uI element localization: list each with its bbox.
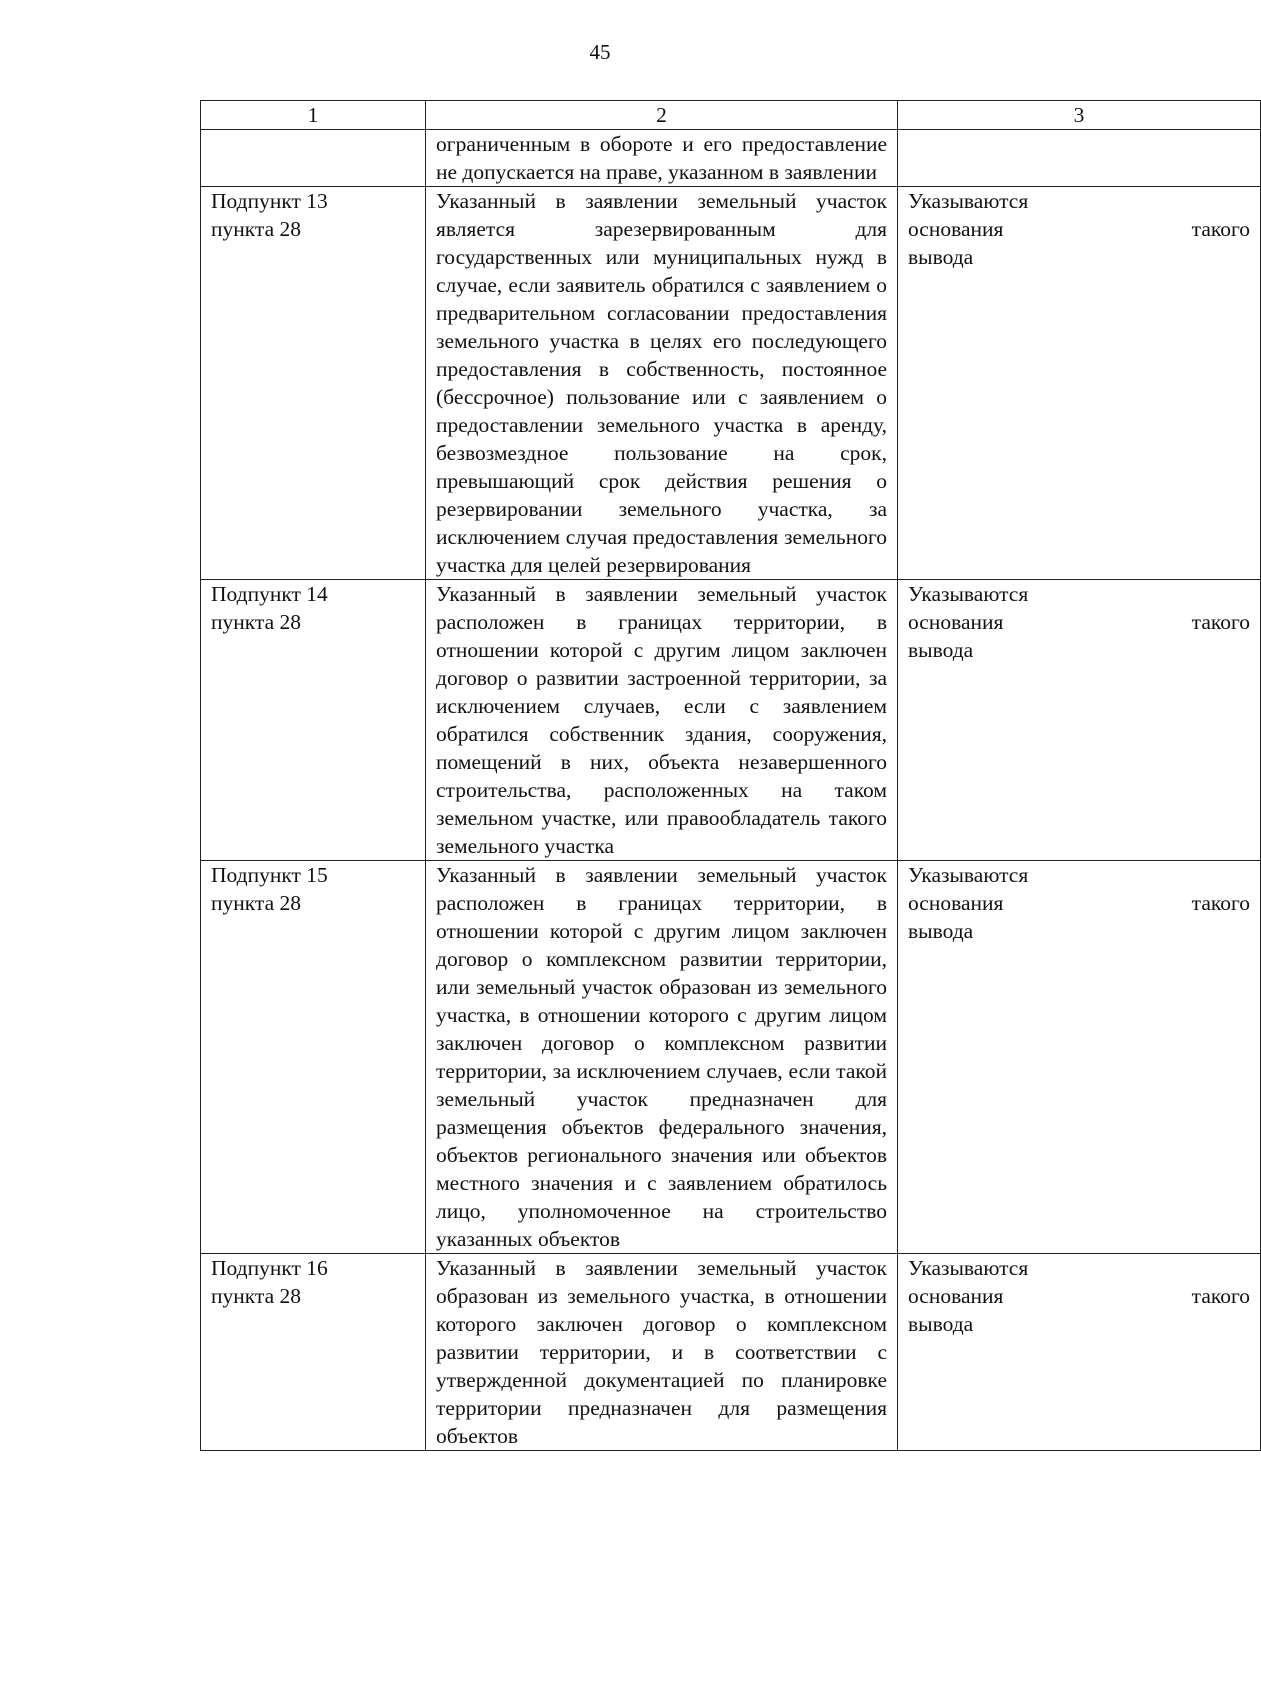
table-row (201, 1254, 1261, 1451)
explanation-line: основания такого (908, 891, 1250, 915)
explanation-line: вывода (908, 638, 974, 662)
reference-subclause: Подпункт 16 (211, 1256, 328, 1280)
row-reference-cell (201, 1254, 426, 1451)
reference-subclause: Подпункт 13 (211, 189, 328, 213)
row-reference-cell (201, 580, 426, 861)
table-header-row (201, 101, 1261, 130)
row-grounds-text: ограниченным в обороте и его предоставление не допускается на праве, указанном в заявлении (426, 130, 898, 187)
column-header-3: 3 (898, 101, 1261, 130)
reference-clause: пункта 28 (211, 1284, 301, 1308)
explanation-line: вывода (908, 919, 974, 943)
explanation-line: основания такого (908, 1284, 1250, 1308)
row-reference-cell (201, 861, 426, 1254)
row-reference-cell (201, 130, 426, 187)
grounds-table (200, 100, 1261, 1451)
reference-clause: пункта 28 (211, 217, 301, 241)
reference-clause: пункта 28 (211, 891, 301, 915)
row-grounds-text: Указанный в заявлении земельный участок образован из земельного участка, в отношении которого заключен договор о комплексном развитии территории, и в соответствии с утвержденной документацией по планировке территории предназначен для размещения объектов (426, 1254, 898, 1451)
column-header-1: 1 (201, 101, 426, 130)
explanation-line: Указываются (908, 1256, 1029, 1280)
explanation-line: вывода (908, 245, 974, 269)
table-row (201, 130, 1261, 187)
row-explanation-cell (898, 861, 1261, 1254)
table-row (201, 861, 1261, 1254)
table-row (201, 187, 1261, 580)
explanation-line: вывода (908, 1312, 974, 1336)
explanation-line: Указываются (908, 582, 1029, 606)
explanation-line: основания такого (908, 217, 1250, 241)
row-grounds-text: Указанный в заявлении земельный участок расположен в границах территории, в отношении которой с другим лицом заключен договор о развитии застроенной территории, за исключением случаев, если с заявлением обратился собственник здания, сооружения, помещений в них, объекта незавершенного строительства, расположенных на таком земельном участке, или правообладатель такого земельного участка (426, 580, 898, 861)
explanation-line: Указываются (908, 189, 1029, 213)
row-explanation-cell (898, 187, 1261, 580)
row-reference-cell (201, 187, 426, 580)
row-explanation-cell (898, 580, 1261, 861)
column-header-2: 2 (426, 101, 898, 130)
row-explanation-cell (898, 130, 1261, 187)
row-explanation-cell (898, 1254, 1261, 1451)
explanation-line: Указываются (908, 863, 1029, 887)
reference-subclause: Подпункт 14 (211, 582, 328, 606)
row-grounds-text: Указанный в заявлении земельный участок расположен в границах территории, в отношении которой с другим лицом заключен договор о комплексном развитии территории, или земельный участок образован из земельного участка, в отношении которого с другим лицом заключен договор о комплексном развитии территории, за исключением случаев, если такой земельный участок предназначен для размещения объектов федерального значения, объектов регионального значения или объектов местного значения и с заявлением обратилось лицо, уполномоченное на строительство указанных объектов (426, 861, 898, 1254)
page-number: 45 (589, 40, 611, 64)
reference-clause: пункта 28 (211, 610, 301, 634)
reference-subclause: Подпункт 15 (211, 863, 328, 887)
explanation-line: основания такого (908, 610, 1250, 634)
table-row (201, 580, 1261, 861)
row-grounds-text: Указанный в заявлении земельный участок является зарезервированным для государственных или муниципальных нужд в случае, если заявитель обратился с заявлением о предварительном согласовании предоставления земельного участка в целях его последующего предоставления в собственность, постоянное (бессрочное) пользование или с заявлением о предоставлении земельного участка в аренду, безвозмездное пользование на срок, превышающий срок действия решения о резервировании земельного участка, за исключением случая предоставления земельного участка для целей резервирования (426, 187, 898, 580)
